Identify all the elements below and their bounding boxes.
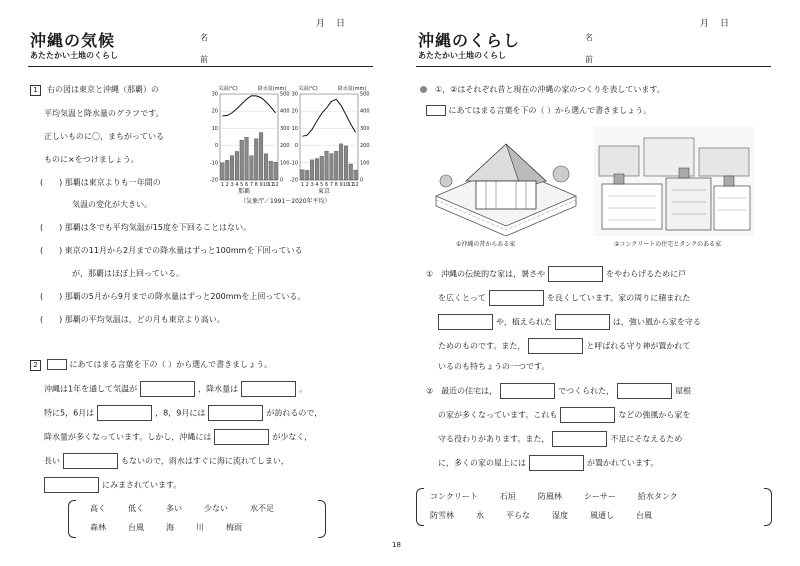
- temp-axis-label: 気温(℃): [218, 86, 238, 92]
- temp-tick-label: -10: [209, 160, 218, 167]
- month-tick-label: 6: [324, 182, 329, 188]
- temp-tick-label: 20: [291, 108, 298, 115]
- rain-bar: [264, 154, 268, 180]
- month-tick-label: 12: [352, 182, 359, 188]
- month-tick-label: 6: [244, 182, 249, 188]
- q1-item-5[interactable]: ( ) 那覇の平均気温は，どの月も東京より高い。: [40, 315, 225, 324]
- month-tick-label: 10: [342, 182, 350, 188]
- chart-caption-tokyo: 東京: [318, 188, 331, 195]
- month-tick-label: 4: [235, 182, 239, 188]
- rain-tick-label: 200: [280, 143, 290, 150]
- rain-axis-label: 降水量(mm): [337, 86, 367, 92]
- q1-line-2: 平均気温と降水量のグラフです。: [44, 109, 164, 118]
- temp-line: [222, 96, 275, 116]
- temp-tick-label: -20: [289, 177, 298, 184]
- temp-tick-label: -10: [289, 160, 298, 167]
- p2-blank-4[interactable]: [552, 431, 607, 447]
- q1-line-1: 1 右の図は東京と沖縄（那覇）の: [30, 84, 159, 96]
- month-tick-label: 11: [347, 182, 354, 188]
- wordbank-bracket-right: [764, 488, 772, 526]
- q1-number: 1: [30, 85, 41, 96]
- rain-tick-label: 0: [280, 177, 284, 184]
- q1-item-2[interactable]: ( ) 那覇は冬でも平均気温が15度を下回ることはない。: [40, 223, 251, 232]
- month-tick-label: 7: [249, 182, 254, 188]
- month-tick-label: 2: [305, 182, 309, 188]
- rain-bar: [349, 164, 353, 180]
- date-label: 月 日: [700, 19, 731, 29]
- month-tick-label: 7: [329, 182, 334, 188]
- month-tick-label: 1: [220, 182, 225, 188]
- p1-blank-4[interactable]: [555, 314, 610, 330]
- q2-instruction: 2 にあてはまる言葉を下の（ ）から選んで書きましょう。: [30, 359, 272, 371]
- month-tick-label: 8: [254, 182, 258, 188]
- rain-bar: [274, 162, 278, 180]
- page-title: 沖縄の気候: [30, 31, 116, 50]
- p2-line-3: 守る役わりがあります。また， 不足にそなえるため: [438, 431, 682, 447]
- rain-bar: [325, 151, 329, 180]
- rain-bar: [240, 140, 244, 180]
- month-tick-label: 11: [267, 182, 274, 188]
- rain-bar: [230, 156, 234, 180]
- rain-tick-label: 300: [360, 125, 370, 132]
- temp-tick-label: 0: [214, 143, 218, 150]
- temp-tick-label: -20: [209, 177, 218, 184]
- rain-tick-label: 300: [280, 125, 290, 132]
- page-number: 18: [392, 541, 401, 549]
- illustration-caption-2: ②コンクリートの住宅とタンクのある家: [614, 241, 722, 248]
- wordbank-bracket-left: [68, 500, 76, 538]
- page-title: 沖縄のくらし: [418, 31, 521, 50]
- q2-blank-5[interactable]: [214, 429, 269, 445]
- q2-line-5: にみまされています。: [44, 477, 181, 493]
- rain-bar: [310, 160, 314, 180]
- q1-item-1-cont: 気温の変化が大きい。: [72, 200, 152, 209]
- q2-number: 2: [30, 360, 41, 371]
- rain-tick-label: 200: [360, 143, 370, 150]
- q1-item-3-cont: が，那覇はほぼ上回っている。: [72, 269, 184, 278]
- month-tick-label: 9: [339, 182, 343, 188]
- rain-bar: [269, 161, 273, 180]
- p2-line-4: に，多くの家の屋上には が置かれています。: [438, 455, 658, 471]
- climate-charts-svg: [208, 82, 383, 202]
- name-label: 名: [200, 33, 208, 42]
- p1-blank-3[interactable]: [438, 314, 493, 330]
- p2-line-1: ② 最近の住宅は， でつくられた， 屋根: [426, 383, 691, 399]
- month-tick-label: 4: [315, 182, 319, 188]
- rain-bar: [334, 151, 338, 180]
- month-tick-label: 9: [259, 182, 263, 188]
- q1-item-4[interactable]: ( ) 那覇の5月から9月までの降水量はずっと200mmを上回っている。: [40, 292, 306, 301]
- concrete-houses-illustration: [594, 126, 754, 236]
- q2-blank-1[interactable]: [140, 381, 195, 397]
- temp-tick-label: 0: [294, 143, 298, 150]
- q2-line-1: 沖縄は1年を通して気温が ，降水量は 。: [44, 381, 307, 397]
- bullet-icon: [420, 86, 427, 93]
- rain-bar: [254, 139, 258, 180]
- intro-sample-box: [426, 105, 446, 116]
- name-label: 名: [585, 33, 593, 42]
- traditional-house-illustration: [426, 126, 584, 236]
- rain-bar: [245, 137, 249, 180]
- rain-bar: [301, 170, 305, 180]
- name-label-2: 前: [585, 55, 593, 64]
- right-page: [400, 0, 800, 566]
- chart-caption-naha: 那覇: [238, 188, 251, 195]
- rain-tick-label: 0: [360, 177, 364, 184]
- rain-bar: [339, 144, 343, 180]
- q2-line-3: 降水量が多くなっています。しかし，沖縄には が少なく，: [44, 429, 312, 445]
- month-tick-label: 3: [310, 182, 314, 188]
- wordbank-row-1: 高く 低く 多い 少ない 水不足: [90, 504, 274, 513]
- month-tick-label: 5: [320, 182, 324, 188]
- intro-line-1: ①，②はそれぞれ昔と現在の沖縄の家のつくりを表しています。: [420, 84, 665, 95]
- p2-blank-1[interactable]: [500, 383, 555, 399]
- climate-charts: [208, 82, 383, 202]
- rain-bar: [250, 156, 254, 180]
- q1-line-4: ものに×をつけましょう。: [44, 155, 139, 164]
- q1-item-1[interactable]: ( ) 那覇は東京よりも一年間の: [40, 178, 161, 187]
- intro-line-2: にあてはまる言葉を下の（ ）から選んで書きましょう。: [426, 105, 651, 116]
- wordbank-row-2: 防雪林 水 平らな 湿度 風通し 台風: [430, 511, 652, 520]
- rain-tick-label: 100: [280, 160, 290, 167]
- wordbank-bracket-right: [318, 500, 326, 538]
- p1-line-5: いるのも特ちょうの一つです。: [438, 362, 550, 371]
- name-label-2: 前: [200, 55, 208, 64]
- rain-tick-label: 500: [280, 91, 290, 98]
- rain-bar: [315, 159, 319, 181]
- header-rule: [416, 66, 771, 67]
- temp-tick-label: 20: [211, 108, 218, 115]
- temp-tick-label: 30: [291, 91, 298, 98]
- rain-bar: [354, 170, 358, 180]
- wordbank-bracket-left: [416, 488, 424, 526]
- q2-blank-4[interactable]: [208, 405, 263, 421]
- month-tick-label: 3: [230, 182, 234, 188]
- month-tick-label: 12: [272, 182, 279, 188]
- p2-blank-2[interactable]: [617, 383, 672, 399]
- wordbank-row-1: コンクリート 石垣 防風林 シーサー 給水タンク: [430, 492, 678, 501]
- date-label: 月 日: [316, 19, 347, 29]
- q2-blank-6[interactable]: [63, 453, 118, 469]
- rain-tick-label: 100: [360, 160, 370, 167]
- p2-blank-5[interactable]: [529, 455, 584, 471]
- q1-line-3: 正しいものに〇，まちがっている: [44, 132, 164, 141]
- q2-line-2: 特に5，6月は ，8，9月には が訪れるので，: [44, 405, 322, 421]
- q2-sample-box: [47, 359, 67, 370]
- q2-line-4: 長い もないので，雨水はすぐに海に流れてしまい，: [44, 453, 289, 469]
- rain-bar: [320, 156, 324, 180]
- q1-item-3[interactable]: ( ) 東京の11月から2月までの降水量はずっと100mmを下回っている: [40, 246, 303, 255]
- illustration-caption-1: ①沖縄の昔からある家: [456, 241, 516, 248]
- q2-blank-3[interactable]: [97, 405, 152, 421]
- month-tick-label: 8: [334, 182, 338, 188]
- p1-line-3: や，植えられた は，強い風から家を守る: [438, 314, 701, 330]
- month-tick-label: 2: [225, 182, 229, 188]
- temp-tick-label: 10: [291, 125, 298, 132]
- p1-line-2: を広くとって を良くしています。家の周りに積まれた: [438, 290, 690, 306]
- p2-line-2: の家が多くなっています。これも などの強風から家を: [438, 407, 690, 423]
- rain-tick-label: 500: [360, 91, 370, 98]
- temp-tick-label: 10: [211, 125, 218, 132]
- wordbank-row-2: 森林 台風 海 川 梅雨: [90, 523, 242, 532]
- page-subtitle: あたたかい土地のくらし: [30, 51, 118, 60]
- temp-line: [302, 99, 355, 136]
- chart-source: （気象庁／1991〜2020年平均）: [240, 198, 331, 205]
- p2-blank-3[interactable]: [560, 407, 615, 423]
- rain-bar: [344, 146, 348, 180]
- rain-bar: [225, 160, 229, 180]
- page-subtitle: あたたかい土地のくらし: [418, 51, 506, 60]
- month-tick-label: 1: [300, 182, 305, 188]
- p1-blank-1[interactable]: [548, 266, 603, 282]
- month-tick-label: 5: [240, 182, 244, 188]
- p1-blank-2[interactable]: [489, 290, 544, 306]
- header-rule: [28, 66, 373, 67]
- rain-bar: [235, 151, 239, 180]
- temp-axis-label: 気温(℃): [298, 86, 318, 92]
- p1-line-4: ためのものです。また， と呼ばれる守り神が置かれて: [438, 338, 690, 354]
- temp-tick-label: 30: [211, 91, 218, 98]
- q2-blank-7[interactable]: [44, 477, 99, 493]
- rain-tick-label: 400: [280, 108, 290, 115]
- month-tick-label: 10: [262, 182, 270, 188]
- p1-line-1: ① 沖縄の伝統的な家は，暑さや をやわらげるために戸: [426, 266, 686, 282]
- rain-bar: [221, 163, 225, 180]
- rain-bar: [259, 133, 263, 180]
- q2-blank-2[interactable]: [241, 381, 296, 397]
- rain-bar: [330, 154, 334, 180]
- rain-axis-label: 降水量(mm): [257, 86, 287, 92]
- rain-bar: [305, 170, 309, 180]
- p1-blank-5[interactable]: [528, 338, 583, 354]
- rain-tick-label: 400: [360, 108, 370, 115]
